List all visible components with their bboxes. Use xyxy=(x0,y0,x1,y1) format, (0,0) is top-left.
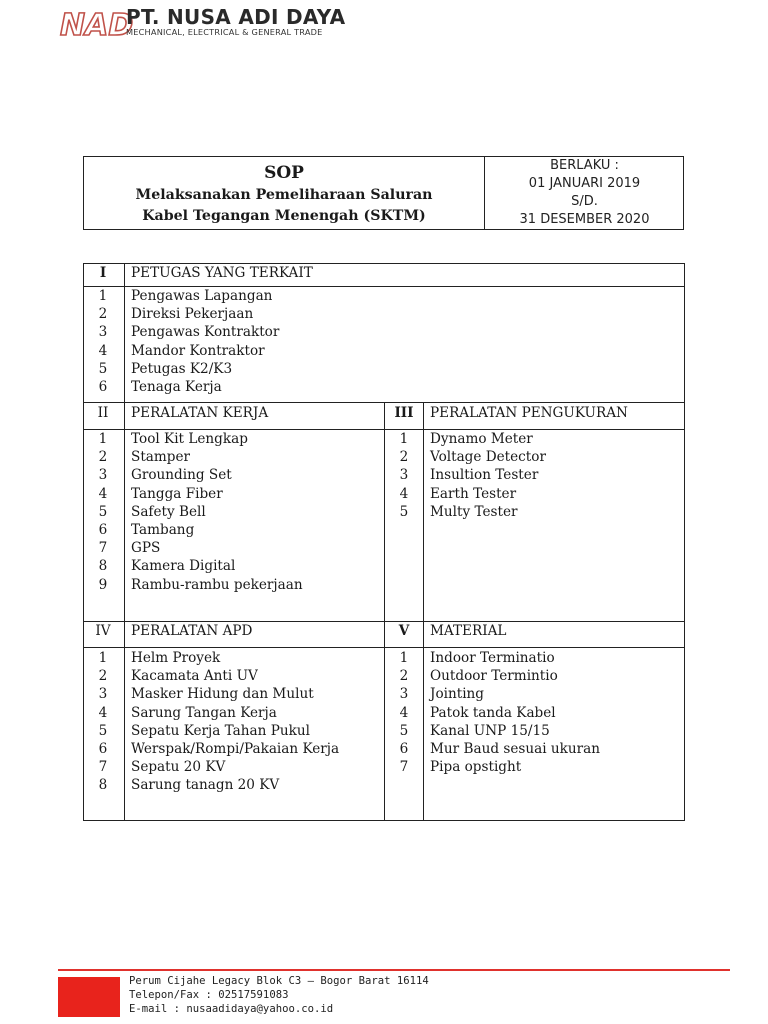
company-logo xyxy=(58,4,134,43)
table-rule xyxy=(684,263,685,821)
item-number: 8 xyxy=(98,558,108,575)
list-item: Pipa opstight xyxy=(430,759,522,776)
list-item: Pengawas Lapangan xyxy=(131,288,273,304)
list-item: Tambang xyxy=(131,522,195,538)
list-item: GPS xyxy=(131,540,161,557)
item-number: 2 xyxy=(98,668,108,685)
item-number: 7 xyxy=(98,759,108,776)
list-item: Multy Tester xyxy=(430,503,518,520)
footer-color-block xyxy=(58,977,120,1017)
section-title: PETUGAS YANG TERKAIT xyxy=(131,265,313,281)
item-number: 5 xyxy=(399,503,409,520)
item-number: 3 xyxy=(98,467,108,484)
table-rule xyxy=(83,263,685,264)
list-item: Tool Kit Lengkap xyxy=(131,431,248,447)
item-number: 1 xyxy=(98,431,108,447)
list-item: Dynamo Meter xyxy=(430,431,533,447)
list-item: Grounding Set xyxy=(131,467,232,484)
item-number: 8 xyxy=(98,777,108,794)
list-item: Pengawas Kontraktor xyxy=(131,324,280,341)
section-number: I xyxy=(99,265,107,281)
list-item: Outdoor Termintio xyxy=(430,668,558,685)
section-number: IV xyxy=(95,623,111,639)
footer-address: Perum Cijahe Legacy Blok C3 – Bogor Barat 16114 xyxy=(129,975,429,987)
list-item: Mandor Kontraktor xyxy=(131,342,265,359)
list-item: Indoor Terminatio xyxy=(430,650,555,666)
item-number: 2 xyxy=(399,449,409,466)
validity-start: 01 JANUARI 2019 xyxy=(528,176,641,191)
item-number: 4 xyxy=(399,704,409,721)
list-item: Kamera Digital xyxy=(131,558,236,575)
item-number: 5 xyxy=(98,360,108,377)
item-number: 9 xyxy=(98,576,108,593)
list-item: Insultion Tester xyxy=(430,467,539,484)
item-number: 6 xyxy=(98,379,108,395)
section-title: PERALATAN KERJA xyxy=(131,405,269,421)
footer-rule xyxy=(58,969,730,971)
list-item: Sarung tanagn 20 KV xyxy=(131,777,280,794)
validity-sd: S/D. xyxy=(571,194,598,209)
company-name: PT. NUSA ADI DAYA xyxy=(126,5,346,29)
sop-subtitle-line1: Melaksanakan Pemeliharaan Saluran xyxy=(135,187,433,203)
list-item: Safety Bell xyxy=(131,503,206,520)
company-tagline: MECHANICAL, ELECTRICAL & GENERAL TRADE xyxy=(126,27,323,37)
item-number: 2 xyxy=(399,668,409,685)
item-number: 1 xyxy=(98,650,108,666)
list-item: Tangga Fiber xyxy=(131,485,223,502)
footer-email: E-mail : nusaadidaya@yahoo.co.id xyxy=(129,1003,334,1015)
item-number: 1 xyxy=(98,288,108,304)
item-number: 1 xyxy=(399,431,409,447)
section-number: II xyxy=(97,405,109,421)
list-item: Petugas K2/K3 xyxy=(131,360,233,377)
validity-label: BERLAKU : xyxy=(550,158,619,173)
table-rule xyxy=(124,263,125,821)
list-item: Patok tanda Kabel xyxy=(430,704,556,721)
list-item: Sepatu Kerja Tahan Pukul xyxy=(131,722,310,739)
list-item: Direksi Pekerjaan xyxy=(131,306,254,323)
list-item: Masker Hidung dan Mulut xyxy=(131,686,314,703)
logo-text: NAD xyxy=(60,8,134,43)
list-item: Earth Tester xyxy=(430,485,517,502)
item-number: 6 xyxy=(98,741,108,757)
section-title: PERALATAN APD xyxy=(131,623,253,639)
item-number: 3 xyxy=(399,467,409,484)
sop-title: SOP xyxy=(264,163,304,183)
section-number: III xyxy=(394,405,414,421)
list-item: Rambu-rambu pekerjaan xyxy=(131,576,303,593)
item-number: 2 xyxy=(98,306,108,323)
item-number: 6 xyxy=(98,522,108,538)
item-number: 2 xyxy=(98,449,108,466)
item-number: 1 xyxy=(399,650,409,666)
item-number: 4 xyxy=(98,485,108,502)
item-number: 5 xyxy=(399,722,409,739)
item-number: 5 xyxy=(98,722,108,739)
list-item: Helm Proyek xyxy=(131,650,221,666)
list-item: Kanal UNP 15/15 xyxy=(430,722,550,739)
item-number: 4 xyxy=(98,342,108,359)
validity-end: 31 DESEMBER 2020 xyxy=(519,212,650,227)
item-number: 3 xyxy=(98,324,108,341)
section-title: PERALATAN PENGUKURAN xyxy=(430,405,628,421)
list-item: Kacamata Anti UV xyxy=(131,668,258,685)
item-number: 5 xyxy=(98,503,108,520)
item-number: 6 xyxy=(399,741,409,757)
item-number: 4 xyxy=(399,485,409,502)
table-rule xyxy=(83,286,685,287)
list-item: Tenaga Kerja xyxy=(131,379,222,395)
item-number: 3 xyxy=(98,686,108,703)
list-item: Sepatu 20 KV xyxy=(131,759,226,776)
list-item: Jointing xyxy=(430,686,485,703)
item-number: 3 xyxy=(399,686,409,703)
item-number: 7 xyxy=(399,759,409,776)
item-number: 7 xyxy=(98,540,108,557)
list-item: Stamper xyxy=(131,449,191,466)
title-box xyxy=(83,156,684,230)
footer-phone: Telepon/Fax : 02517591083 xyxy=(129,989,289,1001)
list-item: Voltage Detector xyxy=(430,449,546,466)
item-number: 4 xyxy=(98,704,108,721)
sop-subtitle-line2: Kabel Tegangan Menengah (SKTM) xyxy=(142,208,426,224)
list-item: Sarung Tangan Kerja xyxy=(131,704,277,721)
list-item: Werspak/Rompi/Pakaian Kerja xyxy=(131,741,340,757)
section-number: V xyxy=(398,623,410,639)
list-item: Mur Baud sesuai ukuran xyxy=(430,741,600,757)
section-title: MATERIAL xyxy=(430,623,507,639)
